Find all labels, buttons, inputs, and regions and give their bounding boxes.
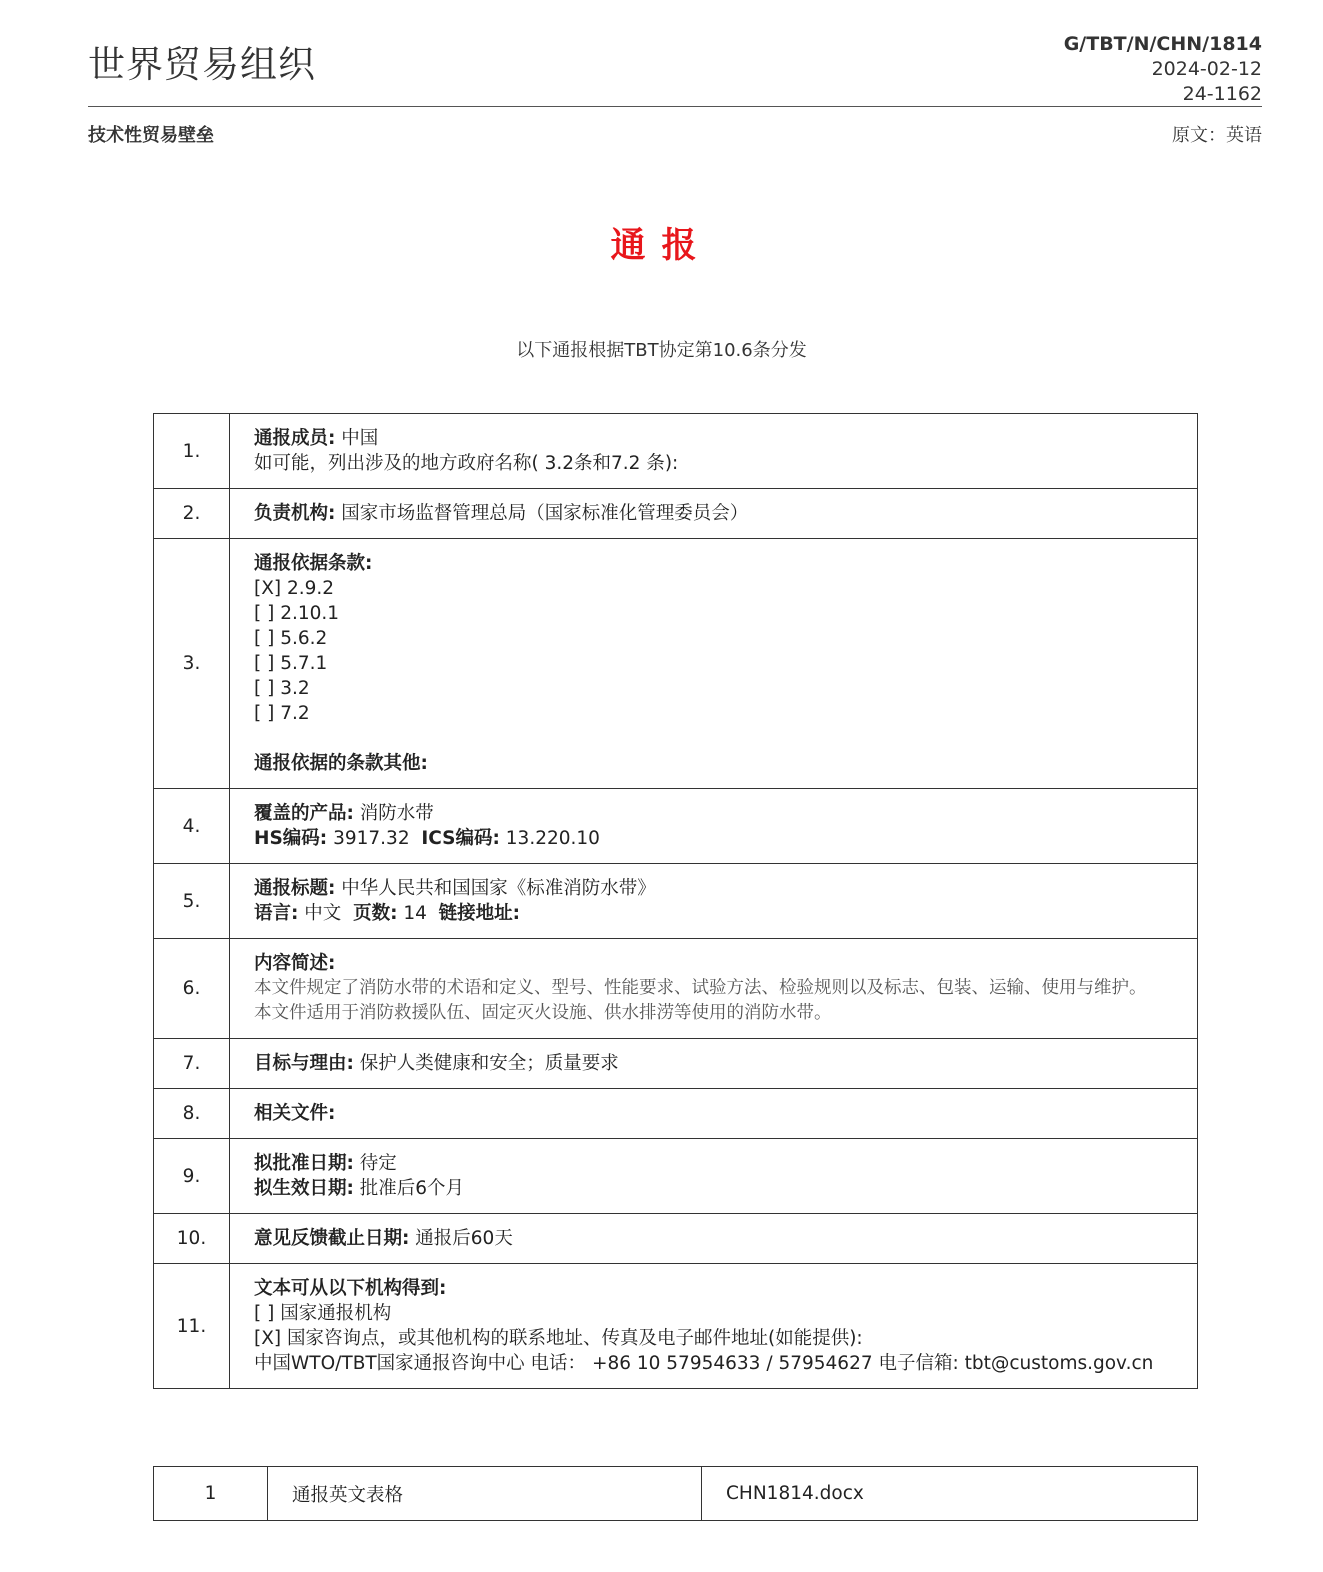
row-number: 11. — [154, 1264, 230, 1389]
table-row — [154, 414, 1198, 489]
intro-text: 以下通报根据TBT协定第10.6条分发 — [516, 340, 807, 361]
field-value: 国家市场监督管理总局（国家标准化管理委员会） — [335, 503, 749, 524]
row-content — [230, 1214, 1198, 1264]
field-label: 负责机构: — [254, 503, 336, 524]
description-paragraph: 本文件适用于消防救援队伍、固定灭火设施、供水排涝等使用的消防水带。 — [254, 1003, 832, 1023]
row-content — [230, 1039, 1198, 1089]
row-content — [230, 789, 1198, 864]
option-item: [ ] 7.2 — [254, 703, 310, 724]
row-number: 3. — [154, 539, 230, 789]
pages-label: 页数: — [353, 903, 398, 924]
row-number: 6. — [154, 939, 230, 1039]
field-value: 保护人类健康和安全；质量要求 — [353, 1053, 619, 1074]
row-content — [230, 939, 1198, 1039]
row-number: 1. — [154, 414, 230, 489]
option-item: [ ] 国家通报机构 — [254, 1303, 392, 1324]
header-divider — [88, 106, 1262, 107]
row-number: 2. — [154, 489, 230, 539]
table-row — [154, 1467, 1198, 1521]
row-content — [230, 1264, 1198, 1389]
field-label: 通报成员: — [254, 428, 336, 449]
attachment-table — [153, 1466, 1198, 1521]
field-label: 目标与理由: — [254, 1053, 354, 1074]
field-label: 通报依据的条款其他: — [254, 753, 428, 774]
hs-code-label: HS编码: — [254, 828, 328, 849]
ics-code-label: ICS编码: — [421, 828, 500, 849]
row-number: 7. — [154, 1039, 230, 1089]
page-title: 通报 — [610, 226, 713, 266]
contact-info: 中国WTO/TBT国家通报咨询中心 电话： +86 10 57954633 / 57954627 电子信箱: tbt@customs.gov.cn — [254, 1353, 1154, 1374]
original-language: 原文：英语 — [1172, 125, 1262, 146]
org-title: 世界贸易组织 — [88, 43, 316, 86]
option-item: [ ] 5.6.2 — [254, 628, 328, 649]
option-item: [ ] 3.2 — [254, 678, 310, 699]
field-label: 文本可从以下机构得到: — [254, 1278, 447, 1299]
option-item: [X] 国家咨询点，或其他机构的联系地址、传真及电子邮件地址(如能提供): — [254, 1328, 863, 1349]
row-content — [230, 1089, 1198, 1139]
row-content — [230, 1139, 1198, 1214]
table-row — [154, 489, 1198, 539]
pages-value: 14 — [397, 903, 427, 924]
row-content — [230, 864, 1198, 939]
field-label: 通报标题: — [254, 878, 336, 899]
row-number: 8. — [154, 1089, 230, 1139]
table-row — [154, 1214, 1198, 1264]
field-label: 覆盖的产品: — [254, 803, 354, 824]
hs-code-value: 3917.32 — [327, 828, 410, 849]
field-value: 中华人民共和国国家《标准消防水带》 — [335, 878, 656, 899]
document-symbol: G/TBT/N/CHN/1814 — [1063, 33, 1262, 55]
row-number: 5. — [154, 864, 230, 939]
field-value: 中国 — [335, 428, 379, 449]
field-value: 批准后6个月 — [353, 1178, 465, 1199]
table-row — [154, 864, 1198, 939]
table-row — [154, 539, 1198, 789]
table-row — [154, 1089, 1198, 1139]
attachment-name: 通报英文表格 — [268, 1467, 702, 1521]
field-label: 意见反馈截止日期: — [254, 1228, 410, 1249]
language-label: 语言: — [254, 903, 299, 924]
option-item: [ ] 2.10.1 — [254, 603, 340, 624]
document-number: 24-1162 — [1182, 83, 1262, 105]
attachment-file-link[interactable]: CHN1814.docx — [702, 1467, 1198, 1521]
field-label: 拟批准日期: — [254, 1153, 354, 1174]
row-content — [230, 539, 1198, 789]
row-content — [230, 414, 1198, 489]
field-value: 待定 — [353, 1153, 397, 1174]
row-number: 9. — [154, 1139, 230, 1214]
option-item: [X] 2.9.2 — [254, 578, 335, 599]
notification-table — [153, 413, 1198, 1389]
table-row — [154, 1039, 1198, 1089]
link-label: 链接地址: — [438, 903, 521, 924]
committee-name: 技术性贸易壁垒 — [88, 125, 214, 146]
document-date: 2024-02-12 — [1151, 58, 1262, 80]
option-item: [ ] 5.7.1 — [254, 653, 328, 674]
field-label: 相关文件: — [254, 1103, 336, 1124]
ics-code-value: 13.220.10 — [499, 828, 600, 849]
field-label: 内容简述: — [254, 953, 336, 974]
field-note: 如可能，列出涉及的地方政府名称( 3.2条和7.2 条): — [254, 453, 679, 474]
attachment-number: 1 — [154, 1467, 268, 1521]
table-row — [154, 789, 1198, 864]
table-row — [154, 1264, 1198, 1389]
description-paragraph: 本文件规定了消防水带的术语和定义、型号、性能要求、试验方法、检验规则以及标志、包装、运输、使用与维护。 — [254, 978, 1147, 998]
row-number: 4. — [154, 789, 230, 864]
language-value: 中文 — [298, 903, 342, 924]
field-value: 通报后60天 — [409, 1228, 513, 1249]
table-row — [154, 939, 1198, 1039]
table-row — [154, 1139, 1198, 1214]
field-label: 拟生效日期: — [254, 1178, 354, 1199]
row-content — [230, 489, 1198, 539]
field-value: 消防水带 — [353, 803, 434, 824]
field-label: 通报依据条款: — [254, 553, 373, 574]
row-number: 10. — [154, 1214, 230, 1264]
